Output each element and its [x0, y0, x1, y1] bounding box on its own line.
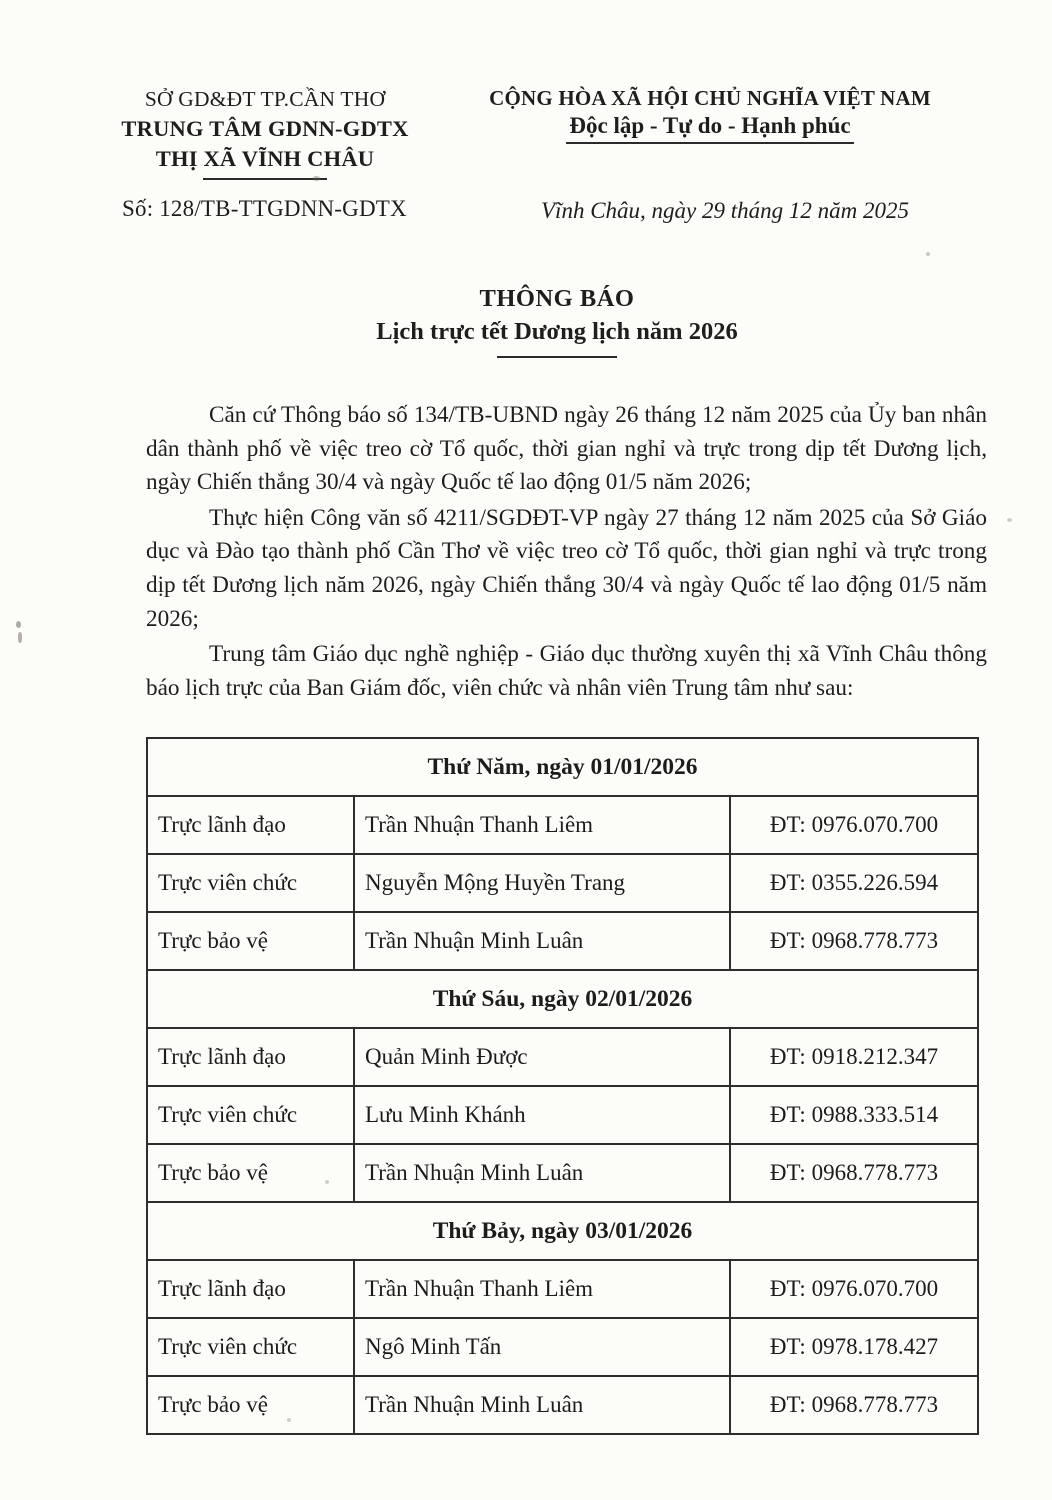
national-title: CỘNG HÒA XÃ HỘI CHỦ NGHĨA VIỆT NAM: [489, 86, 931, 110]
duty-role-cell: Trực viên chức: [147, 1086, 354, 1144]
national-motto: Độc lập - Tự do - Hạnh phúc: [566, 112, 853, 144]
duty-name-cell: Ngô Minh Tấn: [354, 1318, 730, 1376]
duty-name-cell: Trần Nhuận Minh Luân: [354, 1376, 730, 1434]
place-date-line: Vĩnh Châu, ngày 29 tháng 12 năm 2025: [541, 198, 909, 223]
duty-role-cell: Trực viên chức: [147, 1318, 354, 1376]
duty-phone-cell: ĐT: 0988.333.514: [730, 1086, 978, 1144]
paragraph-announcement-intro: Trung tâm Giáo dục nghề nghiệp - Giáo dục thường xuyên thị xã Vĩnh Châu thông báo lịch trực của Ban Giám đốc, viên chức và nhân viên Trung tâm như sau:: [146, 641, 987, 701]
scan-speck: [313, 176, 320, 181]
duty-name-cell: Lưu Minh Khánh: [354, 1086, 730, 1144]
document-body: [146, 399, 987, 707]
section-date-header: Thứ Bảy, ngày 03/01/2026: [147, 1202, 978, 1260]
section-date-header: Thứ Sáu, ngày 02/01/2026: [147, 970, 978, 1028]
scan-speck: [926, 252, 930, 256]
duty-phone-cell: ĐT: 0968.778.773: [730, 1376, 978, 1434]
duty-role-cell: Trực bảo vệ: [147, 1144, 354, 1202]
duty-name-cell: Quản Minh Được: [354, 1028, 730, 1086]
duty-name-cell: Trần Nhuận Thanh Liêm: [354, 796, 730, 854]
paragraph-legal-basis-1: Căn cứ Thông báo số 134/TB-UBND ngày 26 tháng 12 năm 2025 của Ủy ban nhân dân thành phố về việc treo cờ Tổ quốc, thời gian nghỉ và trực trong dịp tết Dương lịch, ngày Chiến thắng 30/4 và ngày Quốc tế lao động 01/5 năm 2026;: [146, 402, 987, 496]
table-row: [147, 854, 978, 912]
section-header-row: [147, 1202, 978, 1260]
national-header-block: [448, 84, 972, 144]
table-row: [147, 1376, 978, 1434]
org-name-line2: THỊ XÃ VĨNH CHÂU: [155, 146, 375, 171]
document-subject-title: Lịch trực tết Dương lịch năm 2026: [376, 318, 738, 345]
org-underline-rule: [203, 178, 327, 180]
duty-phone-cell: ĐT: 0918.212.347: [730, 1028, 978, 1086]
scan-speck: [1007, 518, 1012, 522]
document-number: Số: 128/TB-TTGDNN-GDTX: [122, 196, 407, 221]
scan-speck: [287, 1418, 291, 1422]
document-title-block: [141, 284, 973, 358]
section-header-row: [147, 738, 978, 796]
duty-schedule-table: [146, 737, 979, 1435]
scan-speck: [325, 1180, 329, 1184]
duty-role-cell: Trực bảo vệ: [147, 1376, 354, 1434]
section-date-header: Thứ Năm, ngày 01/01/2026: [147, 738, 978, 796]
title-underline-rule: [497, 356, 617, 358]
duty-phone-cell: ĐT: 0968.778.773: [730, 912, 978, 970]
table-row: [147, 1028, 978, 1086]
duty-name-cell: Trần Nhuận Minh Luân: [354, 912, 730, 970]
duty-name-cell: Trần Nhuận Minh Luân: [354, 1144, 730, 1202]
table-row: [147, 796, 978, 854]
scan-speck: [16, 621, 21, 628]
duty-name-cell: Trần Nhuận Thanh Liêm: [354, 1260, 730, 1318]
duty-name-cell: Nguyễn Mộng Huyền Trang: [354, 854, 730, 912]
scan-speck: [18, 632, 22, 643]
duty-phone-cell: ĐT: 0355.226.594: [730, 854, 978, 912]
table-row: [147, 912, 978, 970]
duty-role-cell: Trực lãnh đạo: [147, 796, 354, 854]
section-header-row: [147, 970, 978, 1028]
issuing-org-block: [112, 84, 418, 180]
paragraph-legal-basis-2: Thực hiện Công văn số 4211/SGDĐT-VP ngày 27 tháng 12 năm 2025 của Sở Giáo dục và Đào tạo thành phố Cần Thơ về việc treo cờ Tổ quốc, thời gian nghỉ và trực trong dịp tết Dương lịch năm 2026, ngày Chiến thắng 30/4 và ngày Quốc tế lao động 01/5 năm 2026;: [146, 504, 987, 632]
duty-role-cell: Trực lãnh đạo: [147, 1028, 354, 1086]
duty-phone-cell: ĐT: 0976.070.700: [730, 1260, 978, 1318]
table-row: [147, 1144, 978, 1202]
table-row: [147, 1260, 978, 1318]
duty-phone-cell: ĐT: 0978.178.427: [730, 1318, 978, 1376]
duty-role-cell: Trực bảo vệ: [147, 912, 354, 970]
duty-role-cell: Trực lãnh đạo: [147, 1260, 354, 1318]
duty-role-cell: Trực viên chức: [147, 854, 354, 912]
document-type-title: THÔNG BÁO: [479, 285, 635, 312]
duty-phone-cell: ĐT: 0968.778.773: [730, 1144, 978, 1202]
org-name-line1: TRUNG TÂM GDNN-GDTX: [121, 116, 409, 141]
table-row: [147, 1318, 978, 1376]
duty-phone-cell: ĐT: 0976.070.700: [730, 796, 978, 854]
table-row: [147, 1086, 978, 1144]
org-parent-name: SỞ GD&ĐT TP.CẦN THƠ: [144, 87, 386, 111]
